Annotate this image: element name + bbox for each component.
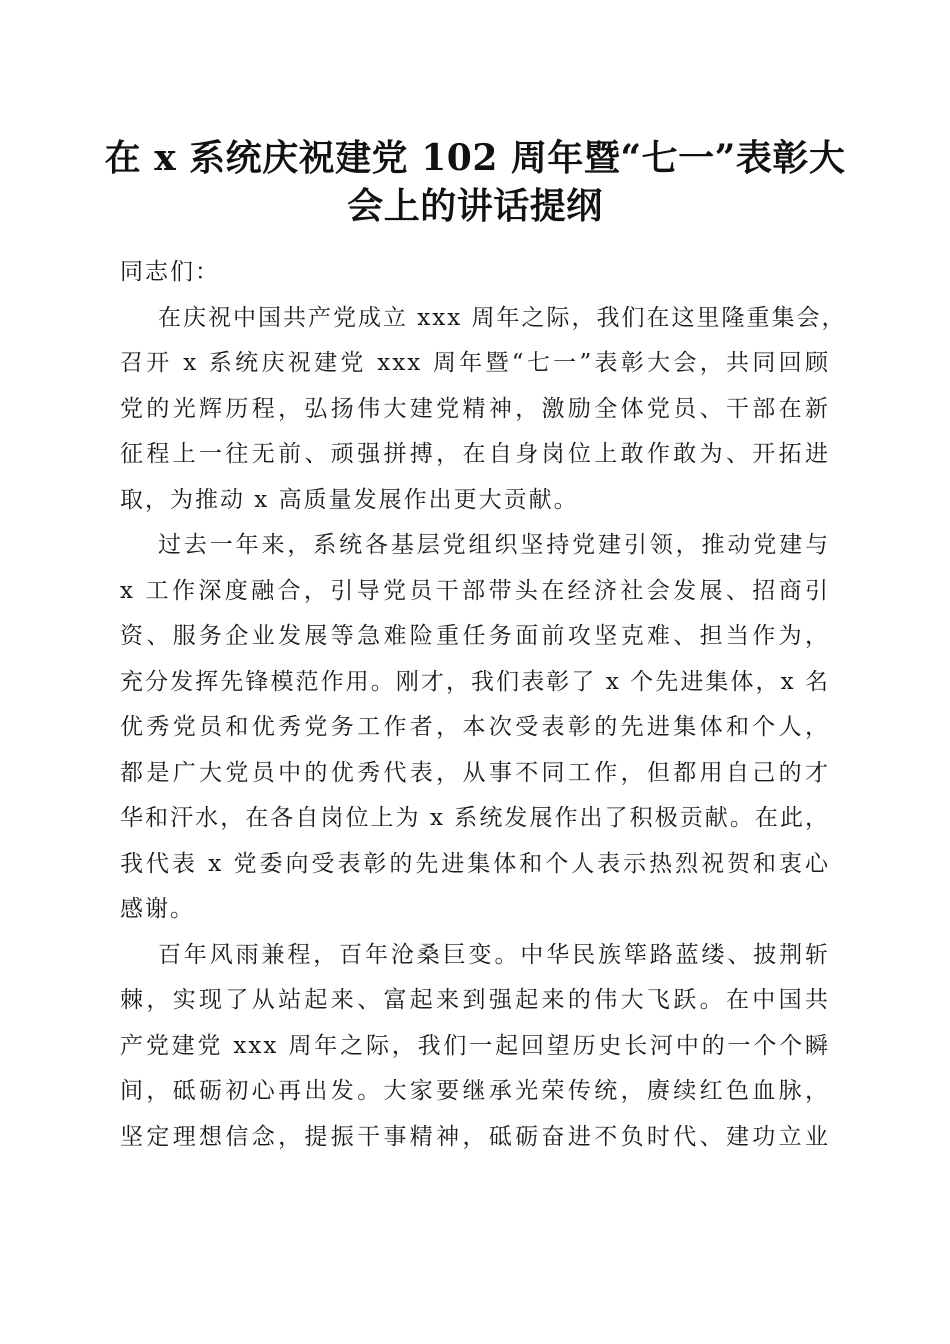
paragraph-line: 征程上一往无前、顽强拼搏，在自身岗位上敢作敢为、开拓进: [120, 441, 830, 467]
paragraph-line: 都是广大党员中的优秀代表，从事不同工作，但都用自己的才: [120, 759, 830, 786]
paragraph-line: 过去一年来，系统各基层党组织坚持党建引领，推动党建与: [158, 532, 830, 558]
paragraph-line: 充分发挥先锋模范作用。刚才，我们表彰了 x 个先进集体，x 名: [120, 668, 830, 695]
paragraph-line: 感谢。: [120, 896, 195, 922]
paragraph-line: 华和汗水，在各自岗位上为 x 系统发展作出了积极贡献。在此，: [120, 805, 830, 831]
document-title: [100, 134, 850, 230]
paragraph-line: 间，砥砺初心再出发。大家要继承光荣传统，赓续红色血脉，: [120, 1078, 830, 1104]
paragraph-line: 资、服务企业发展等急难险重任务面前攻坚克难、担当作为，: [120, 623, 830, 649]
paragraph-line: 我代表 x 党委向受表彰的先进集体和个人表示热烈祝贺和衷心: [120, 850, 830, 877]
paragraph-2: [120, 523, 830, 933]
paragraph-line: 百年风雨兼程，百年沧桑巨变。中华民族筚路蓝缕、披荆斩: [158, 941, 830, 968]
paragraph-line: 棘，实现了从站起来、富起来到强起来的伟大飞跃。在中国共: [120, 987, 830, 1013]
paragraph-3: [120, 933, 830, 1161]
salutation: 同志们：: [120, 259, 220, 285]
paragraph-line: 党的光辉历程，弘扬伟大建党精神，激励全体党员、干部在新: [120, 395, 830, 422]
paragraph-line: 产党建党 xxx 周年之际，我们一起回望历史长河中的一个个瞬: [120, 1032, 830, 1059]
title-line-1: 在 x 系统庆祝建党 102 周年暨“七一”表彰大: [104, 137, 846, 179]
title-line-2: 会上的讲话提纲: [347, 185, 603, 227]
document-body: [120, 250, 847, 1160]
paragraph-line: x 工作深度融合，引导党员干部带头在经济社会发展、招商引: [120, 577, 830, 604]
paragraph-line: 坚定理想信念，提振干事精神，砥砺奋进不负时代、建功立业: [120, 1123, 830, 1150]
paragraph-line: 在庆祝中国共产党成立 xxx 周年之际，我们在这里隆重集会，: [158, 304, 847, 331]
paragraph-line: 召开 x 系统庆祝建党 xxx 周年暨“七一”表彰大会，共同回顾: [120, 350, 830, 376]
paragraph-line: 优秀党员和优秀党务工作者，本次受表彰的先进集体和个人，: [120, 714, 830, 740]
paragraph-1: [120, 296, 847, 524]
paragraph-line: 取，为推动 x 高质量发展作出更大贡献。: [120, 486, 579, 513]
